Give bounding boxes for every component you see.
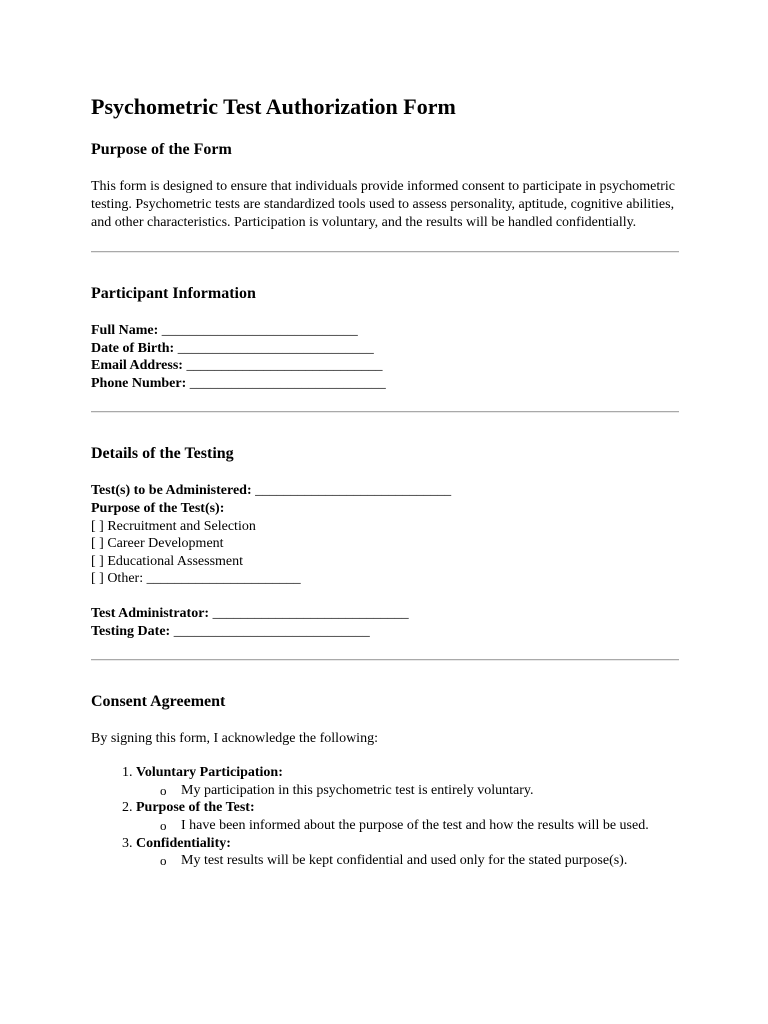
- dob-field[interactable]: [91, 340, 679, 358]
- page-title: Psychometric Test Authorization Form: [91, 94, 456, 119]
- testing-date-label: Testing Date:: [91, 623, 171, 639]
- consent-heading: Consent Agreement: [91, 693, 226, 711]
- tests-field[interactable]: [91, 482, 679, 500]
- consent-item: [136, 764, 679, 799]
- phone-field[interactable]: [91, 375, 679, 393]
- full-name-blank[interactable]: ____________________________: [158, 323, 358, 338]
- purpose-paragraph: This form is designed to ensure that individuals provide informed consent to participate in psychometric testing. Psychometric tests are standardized tools used to assess personality, aptitude, cognitive abilities, and other characteristics. Participation is voluntary, and the results will be handled confidentially.: [91, 179, 675, 230]
- section-divider: [91, 659, 679, 661]
- consent-intro: By signing this form, I acknowledge the following:: [91, 731, 378, 747]
- administrator-label: Test Administrator:: [91, 605, 210, 621]
- spacer: [91, 588, 679, 605]
- email-label: Email Address:: [91, 358, 183, 374]
- option-recruitment[interactable]: [ ] Recruitment and Selection: [91, 518, 256, 534]
- full-name-field[interactable]: [91, 322, 679, 340]
- option-educational[interactable]: [ ] Educational Assessment: [91, 553, 244, 569]
- email-field[interactable]: [91, 357, 679, 375]
- section-divider: [91, 251, 679, 253]
- administrator-field[interactable]: [91, 605, 679, 623]
- tests-blank[interactable]: ____________________________: [251, 483, 452, 499]
- phone-blank[interactable]: ____________________________: [186, 375, 386, 391]
- purpose-of-test-label: Purpose of the Test(s):: [91, 500, 225, 516]
- consent-item-detail: o My test results will be kept confidential and used only for the stated purpose(s).: [160, 853, 628, 869]
- document-page: [91, 92, 679, 870]
- option-other[interactable]: [ ] Other: ______________________: [91, 571, 301, 587]
- consent-list: [91, 764, 679, 870]
- bullet-icon: o: [160, 853, 167, 869]
- consent-item: [136, 799, 679, 834]
- purpose-heading: Purpose of the Form: [91, 141, 232, 158]
- consent-item-detail: o My participation in this psychometric test is entirely voluntary.: [160, 782, 534, 798]
- phone-label: Phone Number:: [91, 375, 187, 391]
- email-blank[interactable]: ____________________________: [182, 358, 383, 374]
- consent-item-detail: o I have been informed about the purpose of the test and how the results will be used.: [160, 817, 649, 833]
- dob-label: Date of Birth:: [91, 340, 175, 356]
- bullet-icon: o: [160, 817, 167, 833]
- section-divider: [91, 411, 679, 413]
- purpose-of-test-label-line: [91, 500, 679, 518]
- consent-item: [136, 835, 679, 870]
- tests-label: Test(s) to be Administered:: [91, 483, 252, 499]
- testing-date-field[interactable]: [91, 623, 679, 641]
- testing-fields: [91, 482, 679, 640]
- testing-date-blank[interactable]: ____________________________: [170, 623, 370, 639]
- testing-heading: Details of the Testing: [91, 445, 234, 463]
- dob-blank[interactable]: ____________________________: [174, 340, 374, 356]
- consent-item-title: Voluntary Participation:: [136, 765, 283, 781]
- participant-fields: [91, 322, 679, 392]
- option-career[interactable]: [ ] Career Development: [91, 536, 224, 552]
- bullet-icon: o: [160, 782, 167, 798]
- full-name-label: Full Name:: [91, 323, 159, 338]
- participant-heading: Participant Information: [91, 285, 256, 302]
- administrator-blank[interactable]: ____________________________: [209, 605, 409, 621]
- consent-item-title: Purpose of the Test:: [136, 800, 255, 816]
- consent-item-title: Confidentiality:: [136, 835, 231, 851]
